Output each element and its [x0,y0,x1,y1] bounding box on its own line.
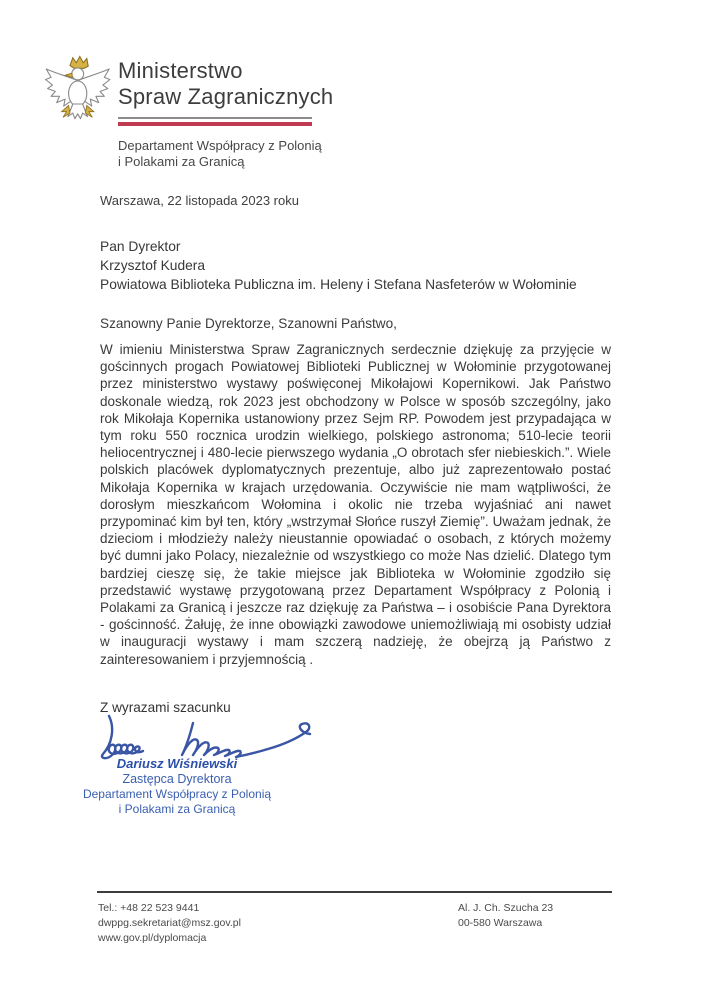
signatory-org-line1: Departament Współpracy z Polonią [82,787,272,801]
ministry-name-line2: Spraw Zagranicznych [118,84,334,109]
footer-tel: Tel.: +48 22 523 9441 [98,902,200,914]
recipient-line1: Pan Dyrektor [100,239,181,254]
department-line2: i Polakami za Granicą [118,154,245,169]
recipient-line2: Krzysztof Kudera [100,258,206,273]
salutation: Szanowny Panie Dyrektorze, Szanowni Państwo, [100,316,397,331]
body-paragraph: W imieniu Ministerstwa Spraw Zagranicznych serdecznie dziękuję za przyjęcie w gościnnych progach Powiatowej Biblioteki Publicznej w Wołominie przygotowanej przez ministerstwo wystawy poświęconej Mikołajowi Kopernikowi. Jak Państwo doskonale wiedzą, rok 2023 jest obchodzony w Polsce w sposób szczególny, jako rok Mikołaja Kopernika ustanowiony przez Sejm RP. Powodem jest przypadająca w tym roku 550 rocznica urodzin wielkiego, polskiego astronoma; 510-lecie teorii heliocentrycznej i 480-lecie pierwszego wydania „O obrotach sfer niebieskich.”. Wiele polskich placówek dyplomatycznych prezentuje, albo już zaprezentowało postać Mikołaja Kopernika w krajach urzędowania. Oczywiście nie mam wątpliwości, że dorosłym mieszkańcom Wołomina i okolic nie trzeba wyjaśniać ani nawet przypominać kim był ten, który „wstrzymał Słońce ruszył Ziemię”. Uważam jednak, że dzieciom i młodzieży należy nieustannie opowiadać o osobach, z których możemy być dumni jako Polacy, niezależnie od wszystkiego co może Nas dzielić. Dlatego tym bardziej cieszę się, że takie miejsce jak Biblioteka w Wołominie zgodziło się przedstawić wystawę przygotowaną przez Departament Współpracy z Polonią i Polakami za Granicą i jeszcze raz dziękuję za Państwa – i osobiście Pana Dyrektora - gościnność. Żałuję, że inne obowiązki zawodowe uniemożliwiają mi osobisty udział w inauguracji wystawy i mam szczerą nadzieję, że obejrzą ją Państwo z zainteresowaniem i przyjemnością . [100,342,611,667]
department-line1: Departament Współpracy z Polonią [118,138,322,153]
flag-divider [118,117,312,126]
ministry-name-line1: Ministerstwo [118,58,243,83]
footer-contact-block [98,901,241,946]
ministry-title-block [118,52,333,170]
footer-web: www.gov.pl/dyplomacja [98,932,207,944]
signatory-block [66,756,288,816]
letterhead [42,52,333,170]
polish-eagle-icon [42,52,112,142]
signatory-org-line2: i Polakami za Granicą [118,801,236,816]
recipient-block [100,237,577,294]
footer-divider [97,891,612,893]
divider-red-stripe [118,122,312,126]
footer-address-block [458,901,553,931]
recipient-line3: Powiatowa Biblioteka Publiczna im. Heleny i Stefana Nasfeterów w Wołominie [100,277,577,292]
footer-address-line2: 00-580 Warszawa [458,917,543,929]
date-line: Warszawa, 22 listopada 2023 roku [100,193,299,208]
closing-phrase: Z wyrazami szacunku [100,700,231,715]
signatory-name: Dariusz Wiśniewski [116,756,238,771]
footer-email: dwppg.sekretariat@msz.gov.pl [98,917,241,929]
department-block [118,138,333,170]
signatory-title: Zastępca Dyrektora [122,772,232,786]
footer-address-line1: Al. J. Ch. Szucha 23 [458,902,554,914]
